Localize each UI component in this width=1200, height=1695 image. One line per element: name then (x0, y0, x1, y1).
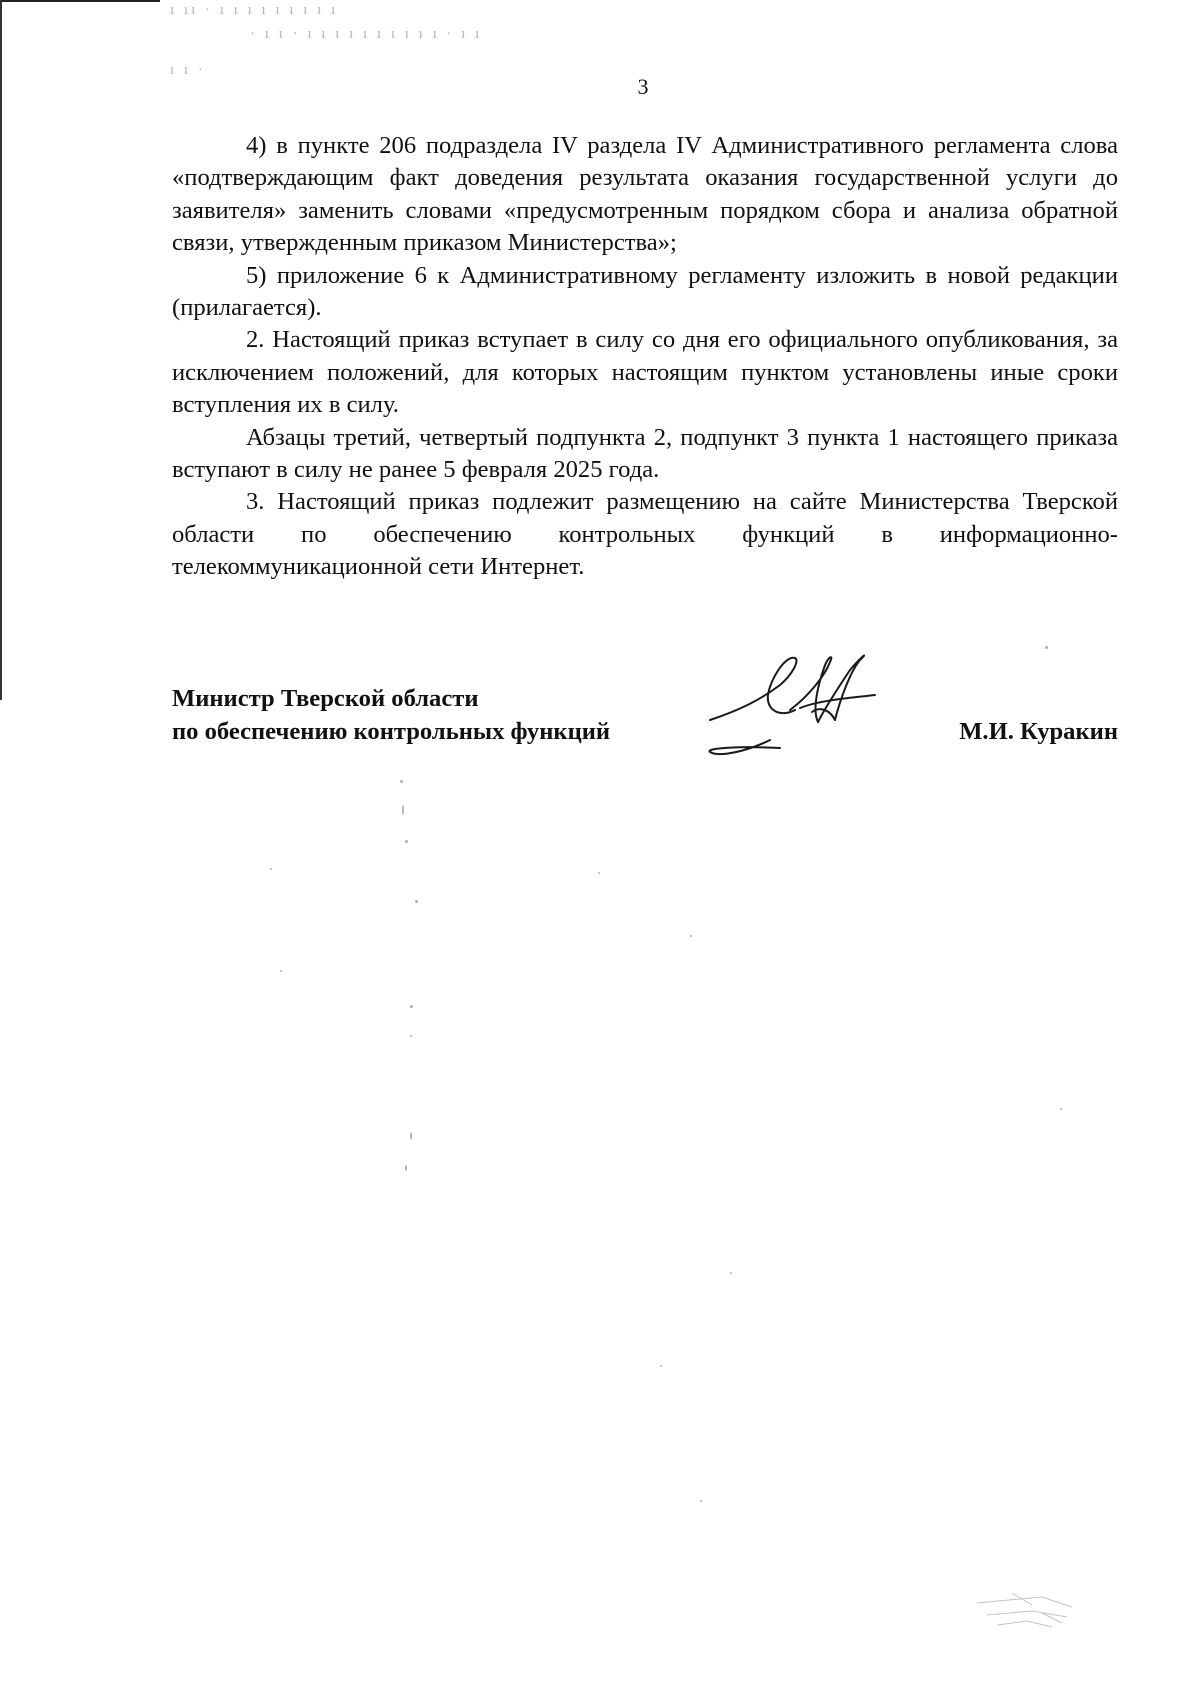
paragraph: Абзацы третий, четвертый подпункта 2, подпункт 3 пункта 1 настоящего приказа вступают в силу не ранее 5 февраля 2025 года. (172, 423, 1118, 484)
scan-speck (410, 1005, 413, 1008)
paragraph: 3. Настоящий приказ подлежит размещению на сайте Министерства Тверской области по обеспечению контрольных функций в информационно-телекоммуникационной сети Интернет. (172, 488, 1118, 581)
scan-speck (400, 780, 403, 783)
scan-speck (410, 1132, 412, 1140)
scan-speck (690, 935, 692, 937)
scan-speck (1060, 1108, 1062, 1110)
paragraph: 2. Настоящий приказ вступает в силу со дня его официального опубликования, за исключением положений, для которых настоящим пунктом установлены иные сроки вступления их в силу. (172, 326, 1118, 419)
bleed-through-mark: · ı ı · ı ı ı ı ı ı ı ı ı ı · ı ı (250, 26, 483, 42)
handwritten-signature (700, 640, 940, 780)
signer-position (172, 682, 610, 748)
scan-speck (415, 900, 418, 903)
scan-speck (730, 1272, 732, 1274)
scan-speck (402, 805, 404, 815)
scan-speck (405, 840, 408, 843)
scan-speck (1045, 646, 1048, 649)
bleed-through-mark: ı ı · (170, 62, 206, 78)
signer-position-line: по обеспечению контрольных функций (172, 718, 611, 745)
scan-speck (270, 868, 272, 870)
bleed-through-mark: ı ıı · ı ı ı ı ı ı ı ı ı (170, 2, 339, 18)
document-body (172, 130, 1118, 584)
scan-speck (598, 872, 600, 874)
signer-name: М.И. Куракин (959, 718, 1118, 745)
scan-edge-left (0, 0, 2, 700)
scan-speck (660, 1365, 662, 1367)
scan-speck (405, 1165, 407, 1171)
faint-stamp-mark (972, 1585, 1082, 1635)
paragraph: 4) в пункте 206 подраздела IV раздела IV Административного регламента слова «подтверждающим факт доведения результата оказания государственной услуги до заявителя» заменить словами «предусмотренным порядком сбора и анализа обратной связи, утвержденным приказом Министерства»; (172, 132, 1118, 257)
scan-edge-top (0, 0, 160, 2)
scan-speck (410, 1035, 412, 1037)
paragraph: 5) приложение 6 к Административному регламенту изложить в новой редакции (прилагается). (172, 261, 1118, 322)
signer-position-line: Министр Тверской области (172, 685, 479, 712)
page-number: 3 (637, 74, 649, 99)
scan-speck (280, 970, 282, 972)
scan-speck (700, 1500, 702, 1502)
